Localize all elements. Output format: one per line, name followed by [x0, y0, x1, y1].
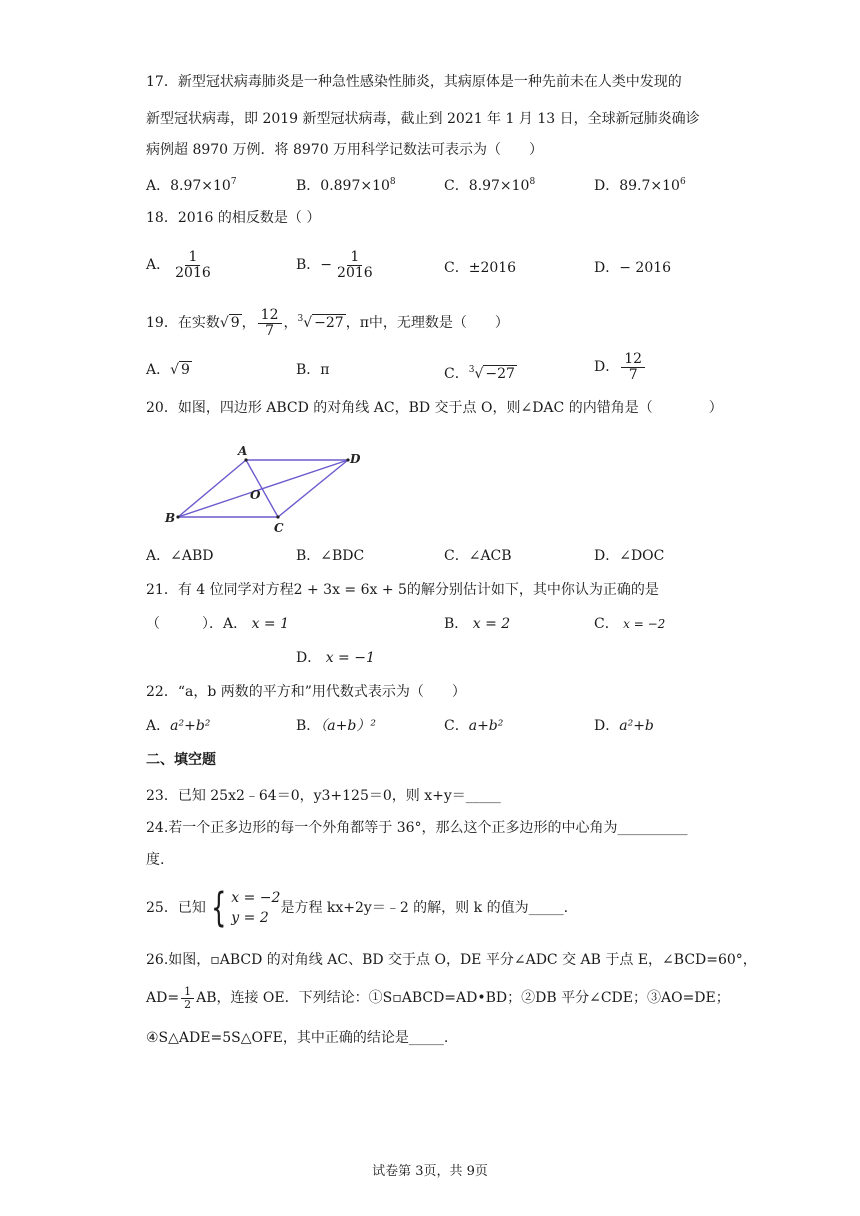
- q26-line-2: AD= $\frac{1}{2}$ AB，连接 OE．下列结论：①S▫ABCD=AD•BD；②DB 平分∠CDE；③AO=DE；: [146, 985, 730, 1011]
- page-footer: 试卷第 3页，共 9页: [372, 1164, 488, 1179]
- q21-stem: 21．有 4 位同学对方程2 + 3x = 6x + 5的解分别估计如下，其中你认为正确的是: [146, 582, 659, 598]
- q19-stem: 19．在实数√ 9 ， $\frac{12}{7}$ ，$^3$√ −27 ，π中，无理数是（ ）: [146, 307, 509, 339]
- q18-option-b: B．− $\frac{1}{2016}$: [296, 249, 373, 281]
- q21-option-b: B． x = 2: [444, 616, 511, 632]
- q19-option-d: D． $\frac{12}{7}$: [594, 352, 647, 382]
- parallelogram-figure: [164, 444, 374, 536]
- q22-option-b: B．（a+b）²: [296, 718, 376, 734]
- q22-stem: 22．“a，b 两数的平方和”用代数式表示为（ ）: [146, 684, 466, 700]
- label-o: O: [250, 488, 261, 502]
- q19-option-b: B．π: [296, 362, 330, 378]
- q21-option-c: C． x = −2: [594, 616, 666, 632]
- q18-stem: 18．2016 的相反数是（ ）: [146, 210, 321, 226]
- q18-option-c: C．±2016: [444, 260, 517, 276]
- q21-option-a: （ ）．A． x = 1: [146, 616, 290, 632]
- q20-option-d: D．∠DOC: [594, 548, 665, 564]
- q24-line-2: 度.: [146, 852, 165, 868]
- q22-option-a: A．a²+b²: [146, 718, 211, 734]
- q18-option-a: A． $\frac{1}{2016}$: [146, 249, 211, 281]
- edge-ab: [178, 460, 246, 517]
- edge-dc: [278, 460, 348, 517]
- equation-system: { x = −2 y = 2: [210, 885, 281, 931]
- q19-option-c: C．$^3$√ −27: [444, 365, 515, 382]
- q17-option-d: D．$89.7\times 10^6$: [594, 177, 686, 194]
- label-d: D: [350, 452, 361, 466]
- q17-line-1: 17．新型冠状病毒肺炎是一种急性感染性肺炎，其病原体是一种先前未在人类中发现的: [146, 74, 682, 90]
- q22-option-c: C．a+b²: [444, 718, 504, 734]
- q20-option-b: B．∠BDC: [296, 548, 365, 564]
- q26-line-3: ④S△ADE=5S△OFE，其中正确的结论是_____.: [146, 1030, 449, 1046]
- q26-line-1: 26.如图，▫ABCD 的对角线 AC、BD 交于点 O，DE 平分∠ADC 交 AB 于点 E，∠BCD=60°，: [146, 952, 757, 968]
- q20-option-c: C．∠ACB: [444, 548, 512, 564]
- q18-option-d: D．− 2016: [594, 260, 672, 276]
- section-title: 二、填空题: [146, 752, 216, 768]
- q24-line-1: 24.若一个正多边形的每一个外角都等于 36°，那么这个正多边形的中心角为__________: [146, 820, 688, 836]
- q22-option-d: D．a²+b: [594, 718, 654, 734]
- label-b: B: [165, 511, 176, 525]
- label-a: A: [238, 444, 248, 458]
- q17-option-a: A．$8.97\times 10^7$: [146, 177, 237, 194]
- q25-text: 25．已知 { x = −2 y = 2 是方程 kx+2y＝﹣2 的解，则 k 的值为_____.: [146, 885, 569, 931]
- q23-text: 23．已知 25x2﹣64＝0，y3+125＝0，则 x+y＝_____: [146, 788, 501, 804]
- label-c: C: [274, 521, 284, 535]
- q17-option-c: C．$8.97\times 10^8$: [444, 177, 536, 194]
- q21-option-d: D． x = −1: [296, 650, 375, 666]
- q17-option-b: B．$0.897\times 10^8$: [296, 177, 396, 194]
- q17-line-2: 新型冠状病毒，即 2019 新型冠状病毒，截止到 2021 年 1 月 13 日，全球新冠肺炎确诊: [146, 111, 700, 127]
- q20-option-a: A．∠ABD: [146, 548, 214, 564]
- q20-stem: 20．如图，四边形 ABCD 的对角线 AC，BD 交于点 O，则∠DAC 的内错角是（ ）: [146, 400, 723, 416]
- q19-option-a: A．√ 9: [146, 362, 190, 378]
- q17-line-3: 病例超 8970 万例．将 8970 万用科学记数法可表示为（ ）: [146, 142, 544, 158]
- diagonal-bd: [178, 460, 348, 517]
